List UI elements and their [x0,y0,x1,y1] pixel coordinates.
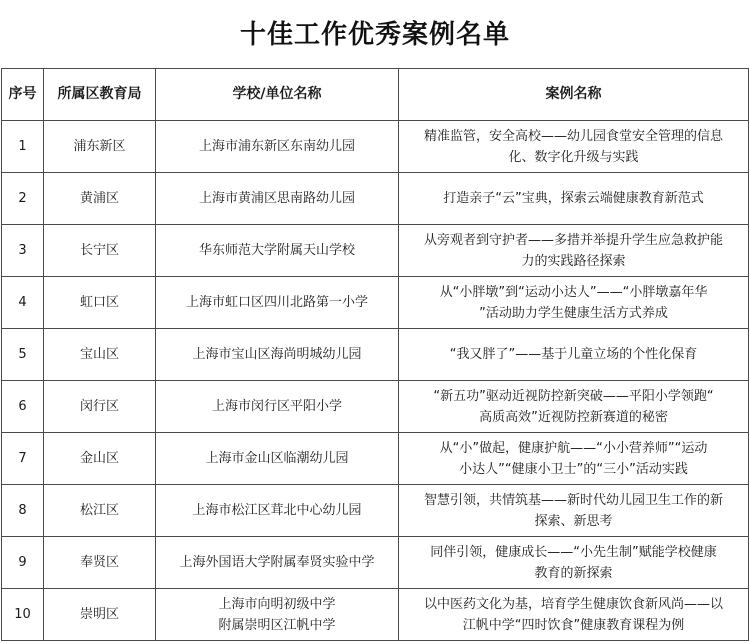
case-line: 同伴引领，健康成长——“小先生制”赋能学校健康 [430,544,717,560]
cell-district: 崇明区 [44,589,156,641]
page-title: 十佳工作优秀案例名单 [239,20,510,50]
cell-unit [156,329,399,381]
table-row [2,537,749,589]
unit-line: 上海市金山区临潮幼儿园 [205,451,349,466]
case-line: 高质高效”近视防控新赛道的秘密 [479,409,668,425]
winners-table [1,68,749,641]
case-line: 力的实践路径探索 [521,253,626,269]
cell-district: 黄浦区 [44,173,156,225]
unit-line: 上海市宝山区海尚明城幼儿园 [192,347,362,362]
cell-no: 9 [2,537,44,589]
cell-case [399,277,749,329]
table-row [2,277,749,329]
unit-line: 上海市虹口区四川北路第一小学 [185,295,368,310]
case-line: 从“小胖墩”到“运动小达人”——“小胖墩嘉年华 [439,284,708,300]
cell-no: 1 [2,121,44,173]
table-header-row [2,69,749,121]
cell-unit [156,381,399,433]
unit-line: 上海市浦东新区东南幼儿园 [198,139,355,154]
header-unit: 学校/单位名称 [156,69,399,121]
case-line: 打造亲子“云”宝典，探索云端健康教育新范式 [443,191,704,206]
cell-unit [156,485,399,537]
header-case: 案例名称 [399,69,749,121]
cell-case [399,121,749,173]
unit-line: 上海市向明初级中学 [218,596,336,612]
cell-case [399,537,749,589]
case-line: 以中医药文化为基，培育学生健康饮食新风尚——以 [423,596,723,612]
table-row [2,329,749,381]
case-line: 从“小”做起，健康护航——“小小营养师”“运动 [439,440,708,456]
cell-district: 闵行区 [44,381,156,433]
table-row [2,433,749,485]
cell-district: 虹口区 [44,277,156,329]
table-row [2,121,749,173]
case-line: 小达人”“健康小卫士”的“三小”活动实践 [459,461,688,477]
case-line: ”活动助力学生健康生活方式养成 [479,305,668,321]
cell-district: 长宁区 [44,225,156,277]
cell-district: 浦东新区 [44,121,156,173]
cell-no: 6 [2,381,44,433]
cell-case [399,485,749,537]
cell-no: 10 [2,589,44,641]
table-row [2,381,749,433]
unit-line: 华东师范大学附属天山学校 [198,243,355,258]
table-row [2,225,749,277]
case-line: 精准监管，安全高校——幼儿园食堂安全管理的信息 [423,128,723,144]
table-row [2,173,749,225]
case-line: 从旁观者到守护者——多措并举提升学生应急救护能 [423,232,723,248]
case-line: 智慧引领，共情筑基——新时代幼儿园卫生工作的新 [423,492,723,508]
unit-line: 上海市松江区茸北中心幼儿园 [192,503,362,518]
case-line: 江帆中学“四时饮食”健康教育课程为例 [462,617,685,633]
cell-case [399,433,749,485]
case-line: 教育的新探索 [534,565,613,581]
cell-district: 奉贤区 [44,537,156,589]
cell-case [399,329,749,381]
case-line: “我又胖了”——基于儿童立场的个性化保育 [449,347,698,362]
cell-unit [156,589,399,641]
cell-no: 5 [2,329,44,381]
unit-line: 上海外国语大学附属奉贤实验中学 [179,555,375,570]
cell-unit [156,121,399,173]
cell-unit [156,173,399,225]
cell-district: 宝山区 [44,329,156,381]
cell-case [399,589,749,641]
cell-no: 7 [2,433,44,485]
table-row [2,485,749,537]
cell-unit [156,537,399,589]
cell-unit [156,277,399,329]
cell-district: 金山区 [44,433,156,485]
unit-line: 上海市闵行区平阳小学 [211,399,342,414]
cell-no: 4 [2,277,44,329]
case-line: 化、数字化升级与实践 [508,149,639,165]
cell-case [399,381,749,433]
unit-line: 附属崇明区江帆中学 [218,617,336,633]
table-row [2,589,749,641]
case-line: “新五功”驱动近视防控新突破——平阳小学领跑“ [433,388,714,404]
cell-district: 松江区 [44,485,156,537]
cell-no: 3 [2,225,44,277]
unit-line: 上海市黄浦区思南路幼儿园 [198,191,355,206]
cell-case [399,225,749,277]
cell-case [399,173,749,225]
cell-no: 8 [2,485,44,537]
header-no: 序号 [2,69,44,121]
case-line: 探索、新思考 [534,513,613,529]
cell-no: 2 [2,173,44,225]
header-district: 所属区教育局 [44,69,156,121]
cell-unit [156,433,399,485]
cell-unit [156,225,399,277]
